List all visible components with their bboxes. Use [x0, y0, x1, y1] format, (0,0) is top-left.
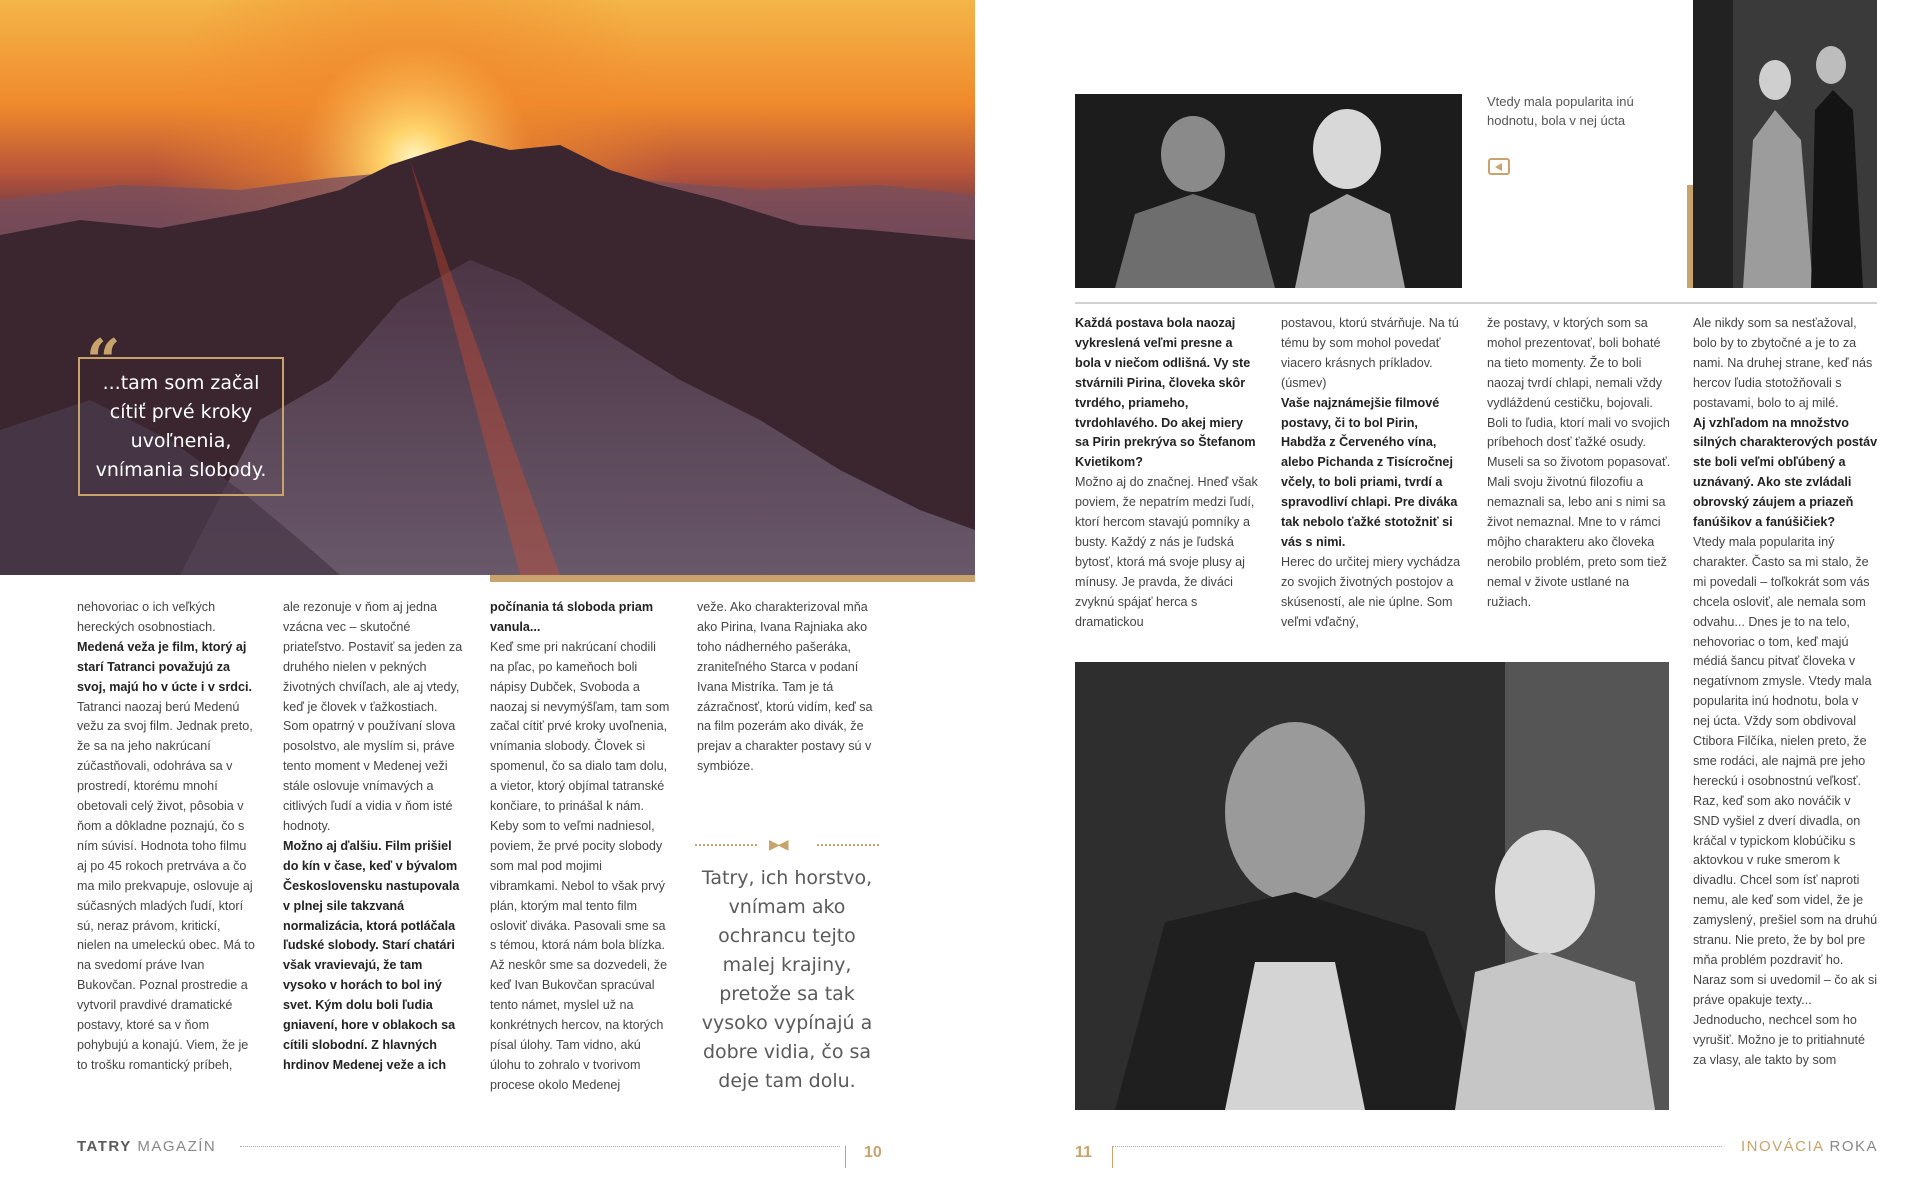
article-column-1	[1075, 314, 1260, 644]
photo-actor-and-actress	[1075, 94, 1462, 288]
quote-mark-icon: “	[86, 327, 121, 397]
interview-paragraph: Keď sme pri nakrúcaní chodili na pľac, po kameňoch boli nápisy Dubček, Svoboda a naozaj si nevymýšľam, tam som začal cítiť prvé kroky uvoľnenia, vnímania slobody. Človek si spomenul, čo sa dialo tam dolu, a vietor, ktorý objímal tatranské končiare, to prinášal k nám. Keby som to veľmi nadniesol, poviem, že prvé pocity slobody som mal pod mojimi vibramkami. Nebol to však prvý plán, ktorým mal tento film osloviť diváka. Pasovali sme sa s témou, ktorá nám bola blízka. Až neskôr sme sa dozvedeli, že keď Ivan Bukovčan spracúval tento námet, myslel už na konkrétnych hercov, na ktorých písal úlohy. Tam vidno, akú úlohu to zohralo v tvorivom procese okolo Medenej	[490, 639, 670, 1092]
interview-paragraph: Tatranci naozaj berú Medenú vežu za svoj film. Jednak preto, že sa na jeho nakrúcaní zúčastňovali, odohráva sa v prostredí, ktorému mnohí obetovali celý život, pôsobia v ňom a dôkladne poznajú, čo s ním súvisí. Hodnota toho filmu aj po 45 rokoch pretrváva a čo ma milo prekvapuje, oslovuje aj súčasných mladých ľudí, ktorí sú, neraz právom, kritickí, nielen na umeleckú obec. Má to na svedomí práve Ivan Bukovčan. Poznal prostredie a vytvoril pravdivé dramatické postavy, ktoré sa v ňom pohybujú a konajú. Viem, že je to trošku romantický príbeh,	[77, 699, 255, 1072]
photo-film-still	[1075, 662, 1669, 1110]
brand-thin: ROKA	[1829, 1138, 1878, 1155]
interview-question: Vaše najznámejšie filmové postavy, či to bol Pirin, Habdža z Červeného vína, alebo Pichanda z Tisícročnej včely, to boli priami, tvrdí a spravodliví chlapi. Pre diváka tak nebolo ťažké stotožniť si vás s nimi.	[1281, 395, 1458, 549]
footer-brand-right	[1741, 1138, 1878, 1155]
bw-photo-illustration	[1075, 94, 1462, 288]
brand-bold: INOVÁCIA	[1740, 1138, 1824, 1155]
footer-dotted-rule	[1112, 1146, 1722, 1147]
footer-brand-left	[77, 1138, 216, 1155]
article-column-3	[490, 598, 673, 1116]
interview-paragraph: veže. Ako charakterizoval mňa ako Pirina, Ivana Rajniaka ako toho nádherného pašeráka, zraniteľného Starca v podaní Ivana Mistríka. Tam je tá zázračnosť, ktorú vidím, keď sa na film pozerám ako divák, že prejav a charakter postavy sú v symbióze.	[697, 600, 873, 774]
interview-paragraph: že postavy, v ktorých som sa mohol prezentovať, boli bohaté na tieto momenty. Že to boli naozaj tvrdí chlapi, nemali vždy vydláždenú cestičku, bojovali. Boli to ľudia, ktorí mali vo svojich príbehoch dosť ťažké osudy. Museli sa so životom popasovať. Mali svoju životnú filozofiu a nemaznali sa, lebo ani s nimi sa život nemaznal. Mne to v rámci môjho charakteru ako človeka nerobilo problém, preto som tiež nemal v živote ustlané na ružiach.	[1487, 316, 1671, 609]
page-number-left: 10	[864, 1144, 882, 1161]
bw-photo-illustration	[1693, 0, 1877, 288]
caption-arrow-left-icon[interactable]	[1488, 158, 1510, 175]
interview-paragraph: nehovoriac o ich veľkých hereckých osobnostiach.	[77, 600, 216, 634]
interview-paragraph: postavou, ktorú stvárňuje. Na tú tému by som mohol povedať viacero krásnych príkladov. (úsmev)	[1281, 316, 1459, 390]
footer-vertical-rule	[845, 1146, 846, 1168]
bowtie-ornament-icon: ▶◀	[769, 836, 787, 852]
footer-vertical-rule	[1112, 1146, 1113, 1168]
grey-divider	[1075, 302, 1877, 304]
interview-question: Možno aj ďalšiu. Film prišiel do kín v čase, keď v bývalom Československu nastupovala v plnej sile takzvaná normalizácia, ktorá potláčala ľudské slobody. Starí chatári však vravievajú, že tam vysoko v horách to bol iný svet. Kým dolu boli ľudia gniavení, hore v oblakoch sa cítili slobodní. Z hlavných hrdinov Medenej veže a ich	[283, 838, 460, 1072]
photo-stage-couple	[1693, 0, 1877, 288]
page-number-right: 11	[1075, 1144, 1092, 1161]
interview-question: Aj vzhľadom na množstvo silných charakterových postáv ste boli veľmi obľúbený a uznávaný. Ako ste zvládali obrovský záujem a priazeň fanúšikov a fanúšičiek?	[1693, 415, 1878, 530]
interview-paragraph: Vtedy mala popularita iný charakter. Často sa mi stalo, že mi povedali – toľkokrát som vás chcela osloviť, ale nemala som odvahu... Dnes je to na telo, nehovoriac o tom, keď majú médiá šancu pitvať človeka v negatívnom zmysle. Vtedy mala popularita inú hodnotu, bola v nej úcta. Vždy som obdivoval Ctibora Filčíka, nielen preto, že sme rodáci, ale najmä pre jeho hereckú i osobnostnú veľkosť. Raz, keď som ako nováčik v SND vyšiel z dverí divadla, on kráčal v typickom klobúčiku s aktovkou v ruke smerom k divadlu. Chcel som ísť naproti nemu, ale keď som videl, že je zamyslený, prešiel som na druhú stranu. Nie preto, že by bol pre mňa problém pozdraviť ho. Naraz som si uvedomil – čo ak si práve opakuje texty... Jednoducho, nechcel som ho vyrušiť. Možno je to pritiahnuté za vlasy, ale takto by som	[1693, 534, 1878, 1067]
interview-paragraph: Herec do určitej miery vychádza zo svojich životných postojov a skúseností, ale nie úplne. Som veľmi vďačný,	[1281, 554, 1461, 629]
footer-dotted-rule	[240, 1146, 840, 1147]
brand-bold: TATRY	[77, 1138, 132, 1155]
article-column-4	[1693, 314, 1878, 1114]
gold-divider-bar	[490, 575, 975, 582]
interview-paragraph: Ale nikdy som sa nesťažoval, bolo by to zbytočné a je to za nami. Na druhej strane, keď nás hercov ľudia stotožňovali s postavami, bolo to aj milé.	[1693, 316, 1873, 410]
interview-question: Medená veža je film, ktorý aj starí Tatranci považujú za svoj, majú ho v úcte i v srdci.	[77, 639, 252, 694]
interview-question: počínania tá sloboda priam vanula...	[490, 600, 654, 634]
article-column-2	[283, 598, 463, 1116]
interview-question: Každá postava bola naozaj vykreslená veľmi presne a bola v niečom odlišná. Vy ste stvárnili Pirina, človeka skôr tvrdého, priameho, tvrdohlavého. Do akej miery sa Pirin prekrýva so Štefanom Kvietikom?	[1075, 316, 1256, 470]
side-quote: Tatry, ich horstvo, vnímam ako ochrancu tejto malej krajiny, pretože sa tak vysoko vypínajú a dobre vidia, čo sa deje tam dolu.	[701, 867, 873, 1092]
pull-quote: ...tam som začal cítiť prvé kroky uvoľnenia, vnímania slobody.	[78, 357, 284, 496]
interview-paragraph: ale rezonuje v ňom aj jedna vzácna vec – skutočné priateľstvo. Postaviť sa jeden za druhého nielen v pekných životných chvíľach, ale aj vtedy, keď je človek v ťažkostiach. Som opatrný v používaní slova posolstvo, ale myslím si, práve tento moment v Medenej veži stále oslovuje vnímavých a citlivých ľudí a vidia v ňom isté hodnoty.	[283, 600, 463, 833]
article-column-1	[77, 598, 257, 1116]
brand-thin: MAGAZÍN	[137, 1138, 217, 1155]
bw-photo-illustration	[1075, 662, 1669, 1110]
dotted-line	[695, 844, 757, 846]
article-column-3	[1487, 314, 1672, 644]
article-column-2	[1281, 314, 1466, 644]
article-column-4	[697, 598, 882, 788]
interview-paragraph: Možno aj do značnej. Hneď však poviem, že nepatrím medzi ľudí, ktorí hercom stavajú pomníky a busty. Každý z nás je ľudská bytosť, ktorá má svoje plusy aj mínusy. Je pravda, že diváci zvyknú spájať herca s dramatickou	[1075, 475, 1258, 629]
photo-caption: Vtedy mala popularita inú hodnotu, bola v nej úcta	[1487, 94, 1634, 128]
dotted-line	[817, 844, 879, 846]
